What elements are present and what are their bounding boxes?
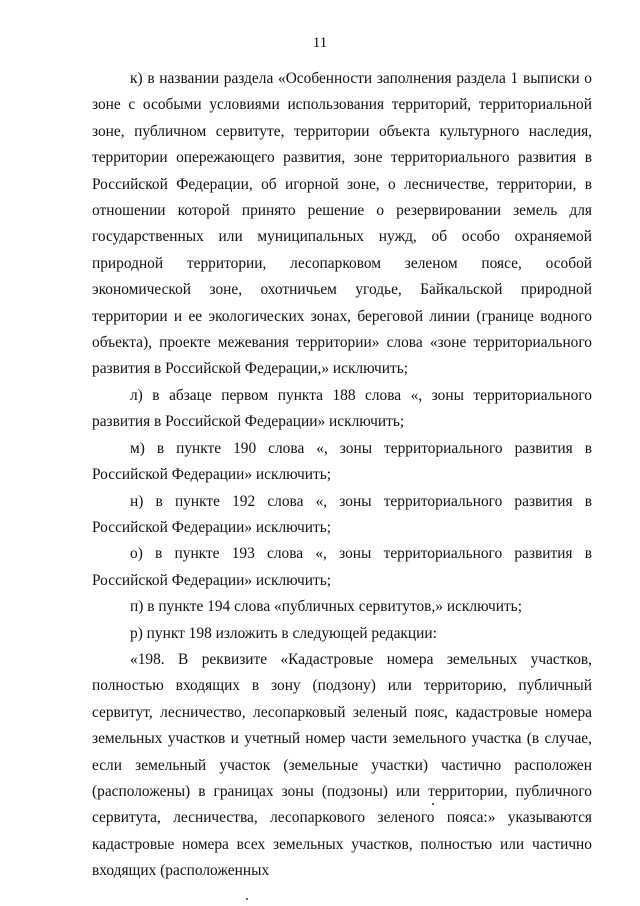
- page-number: 11: [312, 35, 328, 51]
- scan-speck: [246, 898, 248, 900]
- paragraph-r: р) пункт 198 изложить в следующей редакции:: [130, 624, 437, 642]
- paragraph-o: о) в пункте 193 слова «, зоны территориального развития в Российской Федерации» исключить;: [92, 545, 592, 589]
- paragraph-n: н) в пункте 192 слова «, зоны территориального развития в Российской Федерации» исключить;: [92, 492, 592, 536]
- paragraph-198: «198. В реквизите «Кадастровые номера земельных участков, полностью входящих в зону (подзону) или территорию, публичный сервитут, лесничество, лесопарковый зеленый пояс, кадастровые номера земельных участков и учетный номер части земельного участка (в случае, если земельный участок (земельные участки) частично расположен (расположены) в границах зоны (подзоны) или территории, публичного сервитута, лесничества, лесопаркового зеленого пояса:» указываются кадастровые номера всех земельных участков, полностью или частично входящих (расположенных: [92, 650, 592, 880]
- paragraph-l: л) в абзаце первом пункта 188 слова «, зоны территориального развития в Российской Федерации» исключить;: [92, 386, 592, 431]
- document-body: [92, 66, 592, 885]
- paragraph-p: п) в пункте 194 слова «публичных сервитутов,» исключить;: [130, 598, 522, 616]
- paragraph-k: к) в названии раздела «Особенности заполнения раздела 1 выписки о зоне с особыми условиями использования территорий, территориальной зоне, публичном сервитуте, территории объекта культурного наследия, территории опережающего развития, зоне территориального развития в Российской Федерации, об игорной зоне, о лесничестве, территории, в отношении которой принято решение о резервировании земель для государственных или муниципальных нужд, об особо охраняемой природной территории, лесопарковом зеленом поясе, особой экономической зоне, охотничьем угодье, Байкальской природной территории и ее экологических зонах, береговой линии (границе водного объекта), проекте межевания территории» слова «зоне территориального развития в Российской Федерации,» исключить;: [92, 70, 592, 378]
- paragraph-m: м) в пункте 190 слова «, зоны территориального развития в Российской Федерации» исключить;: [92, 439, 592, 484]
- scan-speck: [432, 803, 434, 805]
